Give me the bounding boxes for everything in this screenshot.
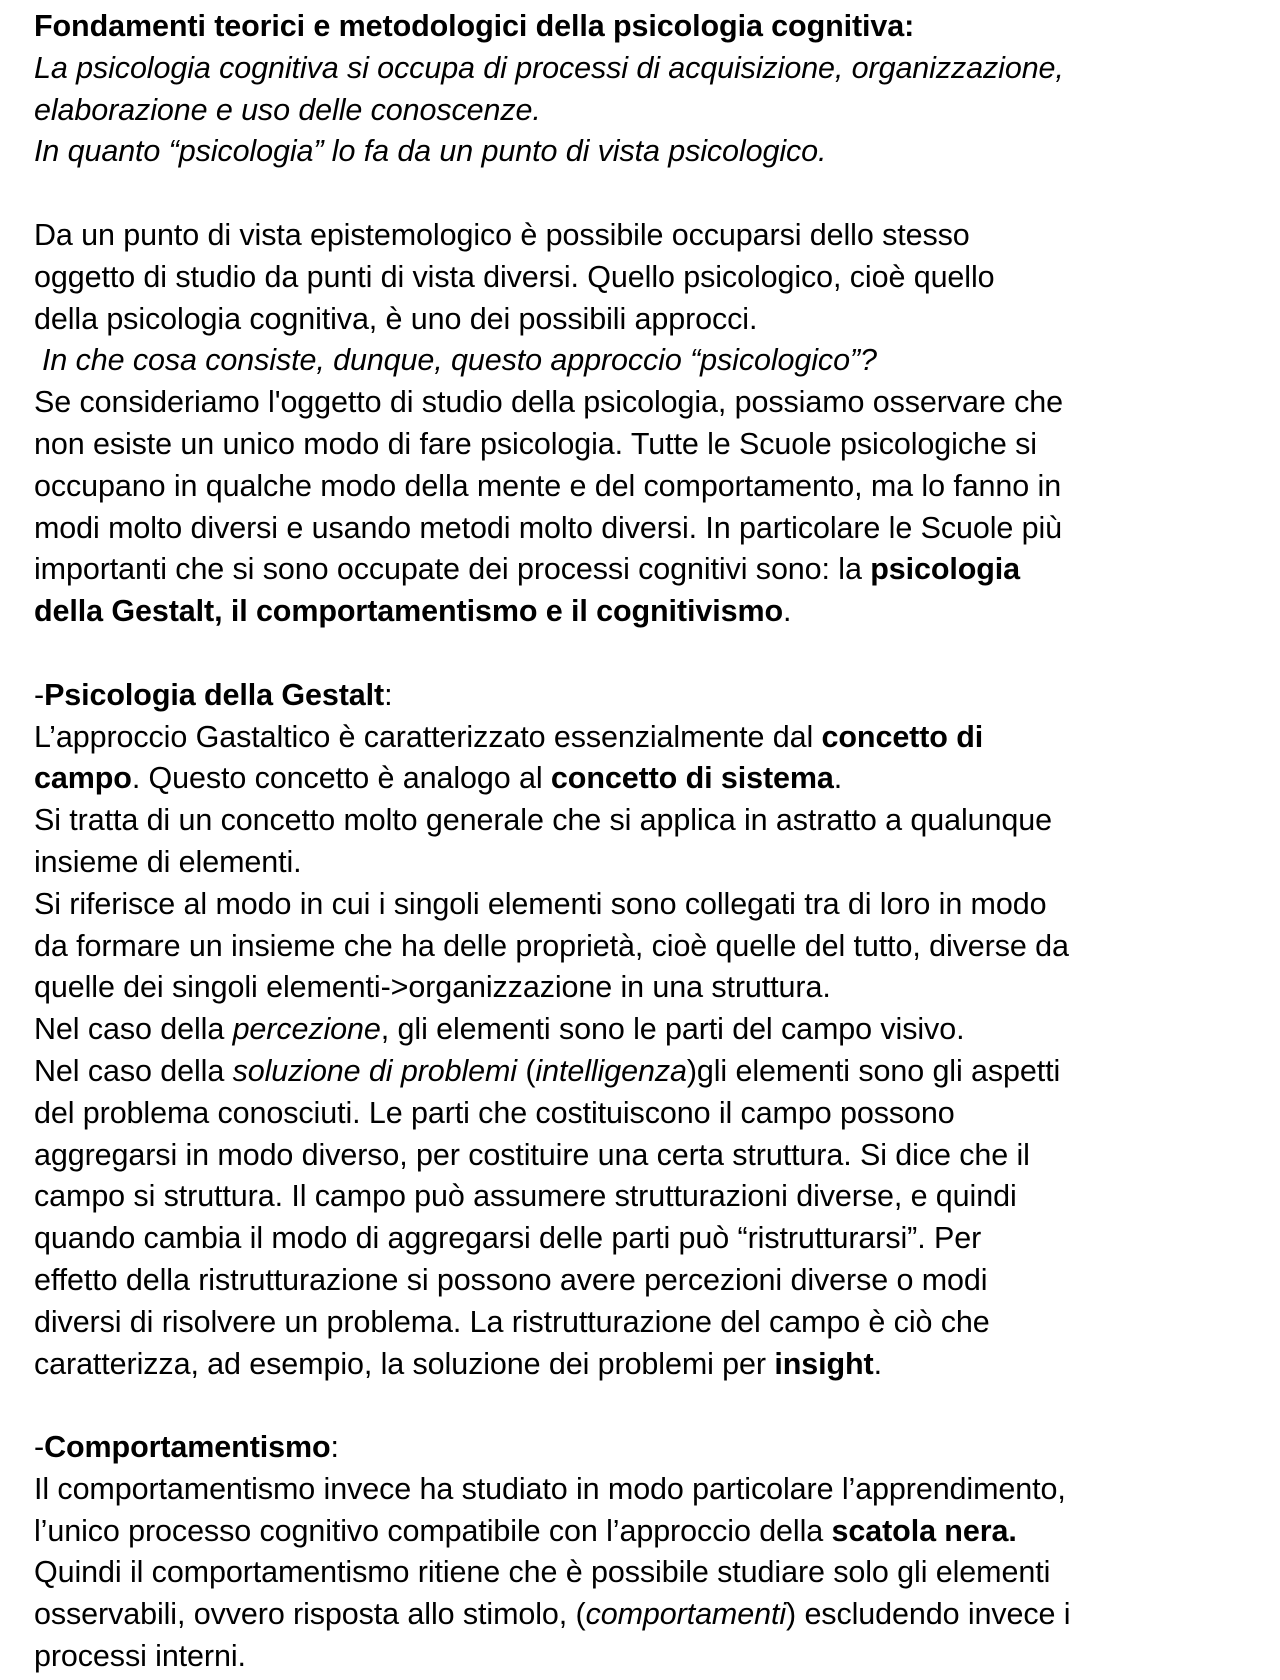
gestalt-line: quelle dei singoli elementi->organizzazione in una struttura. — [34, 970, 831, 1005]
paragraph-line: occupano in qualche modo della mente e del comportamento, ma lo fanno in — [34, 468, 1062, 503]
comport-line: processi interni. — [34, 1639, 246, 1674]
comport-line: Il comportamentismo invece ha studiato in modo particolare l’apprendimento, — [34, 1471, 1066, 1506]
gestalt-line: campo. Questo concetto è analogo al concetto di sistema. — [34, 761, 843, 796]
gestalt-line: campo si struttura. Il campo può assumere strutturazioni diverse, e quindi — [34, 1179, 1017, 1214]
comport-line: l’unico processo cognitivo compatibile con l’approccio della scatola nera. — [34, 1513, 1017, 1548]
paragraph-line: importanti che si sono occupate dei processi cognitivi sono: la psicologia — [34, 552, 1021, 587]
gestalt-line: da formare un insieme che ha delle proprietà, cioè quelle del tutto, diverse da — [34, 928, 1069, 963]
paragraph-gap — [34, 633, 1252, 675]
section-heading-comportamentismo: -Comportamentismo: — [34, 1430, 339, 1465]
gestalt-line: Si tratta di un concetto molto generale che si applica in astratto a qualunque — [34, 803, 1052, 838]
comport-line: Quindi il comportamentismo ritiene che è possibile studiare solo gli elementi — [34, 1555, 1051, 1590]
paragraph-gap — [34, 173, 1252, 215]
document-title: Fondamenti teorici e metodologici della psicologia cognitiva: — [34, 9, 915, 43]
paragraph-line: non esiste un unico modo di fare psicologia. Tutte le Scuole psicologiche si — [34, 426, 1037, 461]
paragraph-line: modi molto diversi e usando metodi molto diversi. In particolare le Scuole più — [34, 510, 1063, 545]
paragraph-line: della psicologia cognitiva, è uno dei possibili approcci. — [34, 301, 758, 336]
intro-line: La psicologia cognitiva si occupa di processi di acquisizione, organizzazione, — [34, 50, 1064, 85]
gestalt-line: insieme di elementi. — [34, 844, 302, 879]
paragraph-gap — [34, 1385, 1252, 1427]
section-heading-gestalt: -Psicologia della Gestalt: — [34, 677, 393, 712]
gestalt-line: Nel caso della soluzione di problemi (intelligenza)gli elementi sono gli aspetti — [34, 1053, 1061, 1088]
comport-line: osservabili, ovvero risposta allo stimolo, (comportamenti) escludendo invece i — [34, 1597, 1071, 1632]
intro-line: In quanto “psicologia” lo fa da un punto di vista psicologico. — [34, 134, 827, 169]
question-line: In che cosa consiste, dunque, questo approccio “psicologico”? — [42, 343, 877, 378]
gestalt-line: diversi di risolvere un problema. La ristrutturazione del campo è ciò che — [34, 1304, 990, 1339]
gestalt-line: Nel caso della percezione, gli elementi sono le parti del campo visivo. — [34, 1012, 965, 1047]
paragraph-line: oggetto di studio da punti di vista diversi. Quello psicologico, cioè quello — [34, 259, 995, 294]
gestalt-line: effetto della ristrutturazione si possono avere percezioni diverse o modi — [34, 1262, 988, 1297]
gestalt-line: Si riferisce al modo in cui i singoli elementi sono collegati tra di loro in modo — [34, 886, 1047, 921]
intro-line: elaborazione e uso delle conoscenze. — [34, 92, 541, 127]
gestalt-line: aggregarsi in modo diverso, per costituire una certa struttura. Si dice che il — [34, 1137, 1030, 1172]
paragraph-line: Se consideriamo l'oggetto di studio della psicologia, possiamo osservare che — [34, 385, 1064, 420]
gestalt-line: del problema conosciuti. Le parti che costituiscono il campo possono — [34, 1095, 955, 1130]
paragraph-line: Da un punto di vista epistemologico è possibile occuparsi dello stesso — [34, 217, 970, 252]
paragraph-line: della Gestalt, il comportamentismo e il cognitivismo. — [34, 594, 792, 629]
gestalt-line: quando cambia il modo di aggregarsi delle parti può “ristrutturarsi”. Per — [34, 1221, 982, 1256]
gestalt-line: L’approccio Gastaltico è caratterizzato essenzialmente dal concetto di — [34, 719, 984, 754]
gestalt-line: caratterizza, ad esempio, la soluzione dei problemi per insight. — [34, 1346, 882, 1381]
